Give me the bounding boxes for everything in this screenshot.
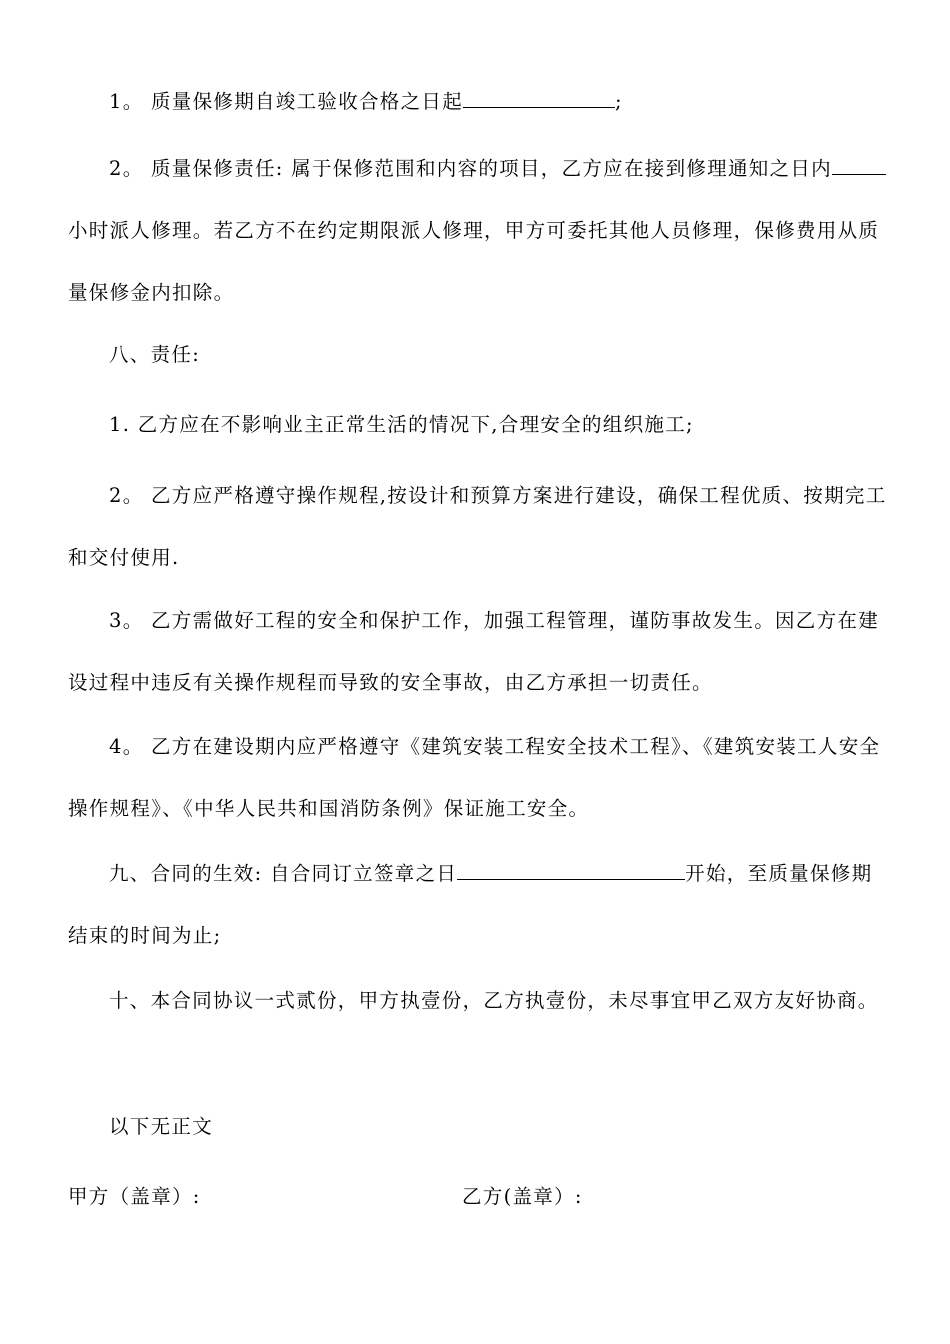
repair-hours-blank [832,156,886,175]
end-of-text-note: 以下无正文 [109,1115,214,1138]
warranty-responsibility-rest: 小时派人修理。若乙方不在约定期限派人修理，甲方可委托其他人员修理，保修费用从质量保修金内扣除。 [68,219,880,304]
warranty-period-end: ; [615,90,623,113]
contract-effective-clause [68,843,890,967]
responsibility-item-4: 4。 乙方在建设期内应严格遵守《建筑安装工程安全技术工程》、《建筑安装工人安全操作规程》、《中华人民共和国消防条例》保证施工安全。 [68,735,881,820]
warranty-period-blank [463,89,615,108]
section-responsibility-heading: 八、责任: [109,343,201,366]
contract-effective-text: 九、合同的生效: 自合同订立签章之日 [109,862,458,885]
contract-copies-clause: 十、本合同协议一式贰份，甲方执壹份，乙方执壹份，未尽事宜甲乙双方友好协商。 [109,989,879,1012]
warranty-responsibility-text: 2。 质量保修责任: 属于保修范围和内容的项目，乙方应在接到修理通知之日内 [109,157,832,180]
document-page [68,0,890,1344]
effective-date-blank [457,861,685,880]
party-b-seal-label: 乙方(盖章）: [462,1185,583,1208]
responsibility-item-1: 1. 乙方应在不影响业主正常生活的情况下,合理安全的组织施工; [109,413,694,436]
warranty-responsibility-clause [68,138,890,324]
responsibility-item-2: 2。 乙方应严格遵守操作规程,按设计和预算方案进行建设，确保工程优质、按期完工和交付使用. [68,484,887,569]
contract-effective-rest: 开始，至质量保修期结束的时间为止; [68,862,873,947]
responsibility-item-3: 3。 乙方需做好工程的安全和保护工作，加强工程管理，谨防事故发生。因乙方在建设过程中违反有关操作规程而导致的安全事故，由乙方承担一切责任。 [68,609,880,694]
warranty-period-text: 1。 质量保修期自竣工验收合格之日起 [109,90,464,113]
warranty-period-clause [68,71,890,133]
party-a-seal-label: 甲方（盖章）: [68,1185,201,1208]
